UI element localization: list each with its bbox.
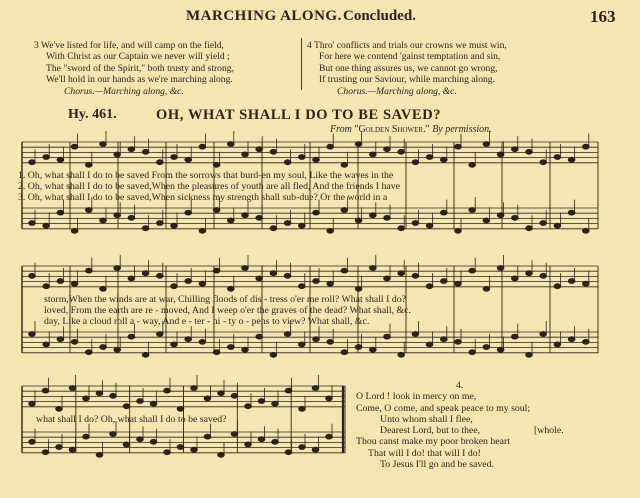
note-head [123,442,130,447]
note-head [43,155,50,160]
note-head [100,286,107,291]
note-head [213,162,220,167]
lyric-line-3: 3. Oh, what shall I do to be saved,When sickness my strength shall sub-due? Or the world in a [18,192,388,203]
note-head [512,276,519,281]
note-head [412,160,419,165]
note-head [341,268,348,273]
note-head [398,149,405,154]
note-head [512,215,519,220]
note-head [100,218,107,223]
note-head [327,339,334,344]
note-head [299,445,306,450]
note-head [412,273,419,278]
note-head [185,157,192,162]
note-head [171,223,178,228]
verse-line: O Lord ! look in mercy on me, [356,391,477,403]
note-head [441,279,448,284]
verse-line: Dearest Lord, but to thee, [380,425,481,437]
note-head [256,147,263,152]
note-head [96,391,103,396]
note-head [185,279,192,284]
note-head [185,210,192,215]
credit-from: From [330,124,352,135]
note-head [213,350,220,355]
verse-line: 3 We've listed for life, and will camp on the field, [34,40,224,51]
hymn-number: Hy. 461. [68,107,117,122]
note-head [157,160,164,165]
note-head [57,157,64,162]
note-head [568,337,575,342]
note-head [199,281,206,286]
note-head [327,228,334,233]
note-head [284,332,291,337]
note-head [483,286,490,291]
note-head [123,404,130,409]
note-head [284,221,291,226]
note-head [29,160,36,165]
note-head [526,352,533,357]
note-head [469,350,476,355]
note-head [270,352,277,357]
note-head [483,218,490,223]
note-head [284,273,291,278]
lyric-line-7: what shall I do? Oh, what shall I do to be saved? [36,414,227,425]
note-head [497,266,504,271]
note-head [455,281,462,286]
note-head [270,226,277,231]
credit-source: "Golden Shower." [354,124,430,135]
note-head [114,347,121,352]
note-head [384,276,391,281]
note-head [218,452,225,457]
note-head [43,284,50,289]
note-head [256,276,263,281]
verse-line: To Jesus I'll go and be saved. [380,459,494,471]
note-head [164,388,171,393]
note-head [71,339,78,344]
note-head [110,393,117,398]
note-head [110,432,117,437]
note-head [326,434,333,439]
note-head [204,434,211,439]
running-title: MARCHING ALONG. [186,8,342,24]
note-head [142,352,149,357]
note-head [426,284,433,289]
note-head [370,347,377,352]
verse-line: [whole. [534,425,564,437]
note-head [71,228,78,233]
note-head [242,152,249,157]
note-head [526,271,533,276]
note-head [341,162,348,167]
note-head [171,342,178,347]
note-head [86,350,93,355]
note-head [256,334,263,339]
note-head [228,286,235,291]
note-head [157,221,164,226]
note-head [164,450,171,455]
note-head [137,437,144,442]
note-head [270,149,277,154]
note-head [355,345,362,350]
note-head [71,144,78,149]
note-head [568,210,575,215]
note-head [56,406,63,411]
note-head [228,218,235,223]
note-head [204,396,211,401]
note-head [177,406,184,411]
note-head [313,279,320,284]
verse-4 [356,380,564,470]
note-head [43,223,50,228]
note-head [540,273,547,278]
note-head [191,447,198,452]
note-head [228,345,235,350]
note-head [497,347,504,352]
note-head [455,228,462,233]
note-head [299,155,306,160]
note-head [242,266,249,271]
credit-permission: By permission. [432,124,492,135]
note-head [426,155,433,160]
note-head [231,432,238,437]
hymn-title: OH, WHAT SHALL I DO TO BE SAVED? [156,107,442,123]
note-head [341,208,348,213]
verse-line: For here we contend 'gainst temptation and sin, [319,51,501,63]
note-head [86,162,93,167]
note-head [157,273,164,278]
note-head [398,226,405,231]
note-head [455,339,462,344]
note-head [355,142,362,147]
note-head [83,434,90,439]
note-head [583,144,590,149]
verse-line: If trusting our Saviour, while marching along. [319,74,495,86]
note-head [29,221,36,226]
note-head [157,332,164,337]
note-head [57,279,64,284]
note-head [258,399,265,404]
note-head [272,401,279,406]
chorus-line: Chorus.—Marching along, &c. [64,85,184,97]
note-head [326,396,333,401]
note-head [69,386,76,391]
note-head [128,276,135,281]
note-head [56,445,63,450]
note-head [469,208,476,213]
note-head [29,439,36,444]
note-head [370,152,377,157]
note-head [86,268,93,273]
note-head [242,347,249,352]
note-head [69,447,76,452]
note-head [42,388,49,393]
note-head [441,157,448,162]
verse-line: Unto whom shall I flee, [380,413,473,425]
note-head [128,147,135,152]
lyric-line-1: 1. Oh, what shall I do to be saved From the sorrows that burd-en my soul, Like the waves in the [18,170,394,181]
note-head [568,279,575,284]
note-head [398,271,405,276]
note-head [554,155,561,160]
verse-line: We'll hold in our hands as we're marching along. [46,74,233,86]
note-head [398,352,405,357]
note-head [469,268,476,273]
note-head [199,228,206,233]
note-head [142,226,149,231]
note-head [100,142,107,147]
note-head [540,332,547,337]
verse-number: 4. [456,380,464,391]
note-head [43,342,50,347]
chorus-line: Chorus.—Marching along, &c. [337,85,457,97]
note-head [272,439,279,444]
note-head [483,345,490,350]
page-number: 163 [590,7,616,26]
note-head [285,450,292,455]
note-head [177,445,184,450]
note-head [128,334,135,339]
note-head [313,157,320,162]
note-head [568,157,575,162]
note-head [150,401,157,406]
note-head [441,337,448,342]
note-head [199,339,206,344]
note-head [355,218,362,223]
note-head [29,401,36,406]
note-head [426,342,433,347]
verse-line: With Christ as our Captain we never will yield ; [46,51,230,63]
note-head [327,281,334,286]
note-head [83,396,90,401]
note-head [299,284,306,289]
note-head [150,439,157,444]
note-head [299,223,306,228]
note-head [213,208,220,213]
note-head [284,160,291,165]
note-head [497,213,504,218]
lyric-line-2: 2. Oh, what shall I do to be saved,When the pleasures of youth are all fled, And the friends I have [18,181,400,192]
note-head [341,350,348,355]
note-head [199,144,206,149]
note-head [245,442,252,447]
note-head [128,215,135,220]
note-head [270,271,277,276]
verse-line: 4 Thro' conflicts and trials our crowns we must win, [307,40,507,51]
note-head [384,334,391,339]
note-head [554,342,561,347]
verse-line: That will I do! that will I do! [368,447,481,459]
note-head [142,149,149,154]
note-head [245,404,252,409]
note-head [100,345,107,350]
note-head [327,144,334,149]
note-head [191,386,198,391]
note-head [426,223,433,228]
note-head [312,447,319,452]
note-head [469,162,476,167]
note-head [114,152,121,157]
note-head [299,406,306,411]
note-head [114,213,121,218]
note-head [412,332,419,337]
note-head [242,213,249,218]
note-head [384,215,391,220]
note-head [512,334,519,339]
note-head [285,388,292,393]
note-head [483,142,490,147]
note-head [29,273,36,278]
note-head [370,213,377,218]
note-head [171,284,178,289]
note-head [583,228,590,233]
verse-line: The "sword of the Spirit," both trusty and strong, [46,62,234,74]
verse-line: Thou canst make my poor broken heart [356,436,510,448]
note-head [171,155,178,160]
note-head [96,452,103,457]
note-head [412,221,419,226]
note-head [526,226,533,231]
note-head [313,337,320,342]
lyric-line-6: day, Like a cloud roll a - way, And e - ter - ni - ty o - pens to view? What shall, &c. [44,316,370,327]
lyric-line-5: loved, From the earth are re - moved, And I weep o'er the graves of the dead? What shall, &c. [44,305,411,316]
note-head [57,210,64,215]
lyric-line-4: storm,When the winds are at war, Chilling floods of dis - tress o'er me roll? What shall I do? [44,294,406,305]
note-head [540,221,547,226]
note-head [370,266,377,271]
note-head [455,144,462,149]
note-head [512,147,519,152]
note-head [313,210,320,215]
note-head [29,332,36,337]
note-head [583,339,590,344]
note-head [554,284,561,289]
note-head [554,223,561,228]
note-head [86,208,93,213]
note-head [299,342,306,347]
running-subtitle: Concluded. [343,8,416,24]
note-head [526,149,533,154]
note-head [384,147,391,152]
note-head [583,281,590,286]
note-head [258,437,265,442]
note-head [441,210,448,215]
note-head [42,450,49,455]
note-head [213,268,220,273]
note-head [256,215,263,220]
note-head [540,160,547,165]
note-head [114,266,121,271]
note-head [71,281,78,286]
verse-line: But one thing assures us, we cannot go wrong, [319,62,498,74]
note-head [497,152,504,157]
note-head [218,391,225,396]
note-head [228,142,235,147]
note-head [231,393,238,398]
note-head [142,271,149,276]
note-head [312,386,319,391]
note-head [355,286,362,291]
note-head [185,337,192,342]
verse-line: Come, O come, and speak peace to my soul; [356,402,531,414]
note-head [137,399,144,404]
note-head [57,337,64,342]
